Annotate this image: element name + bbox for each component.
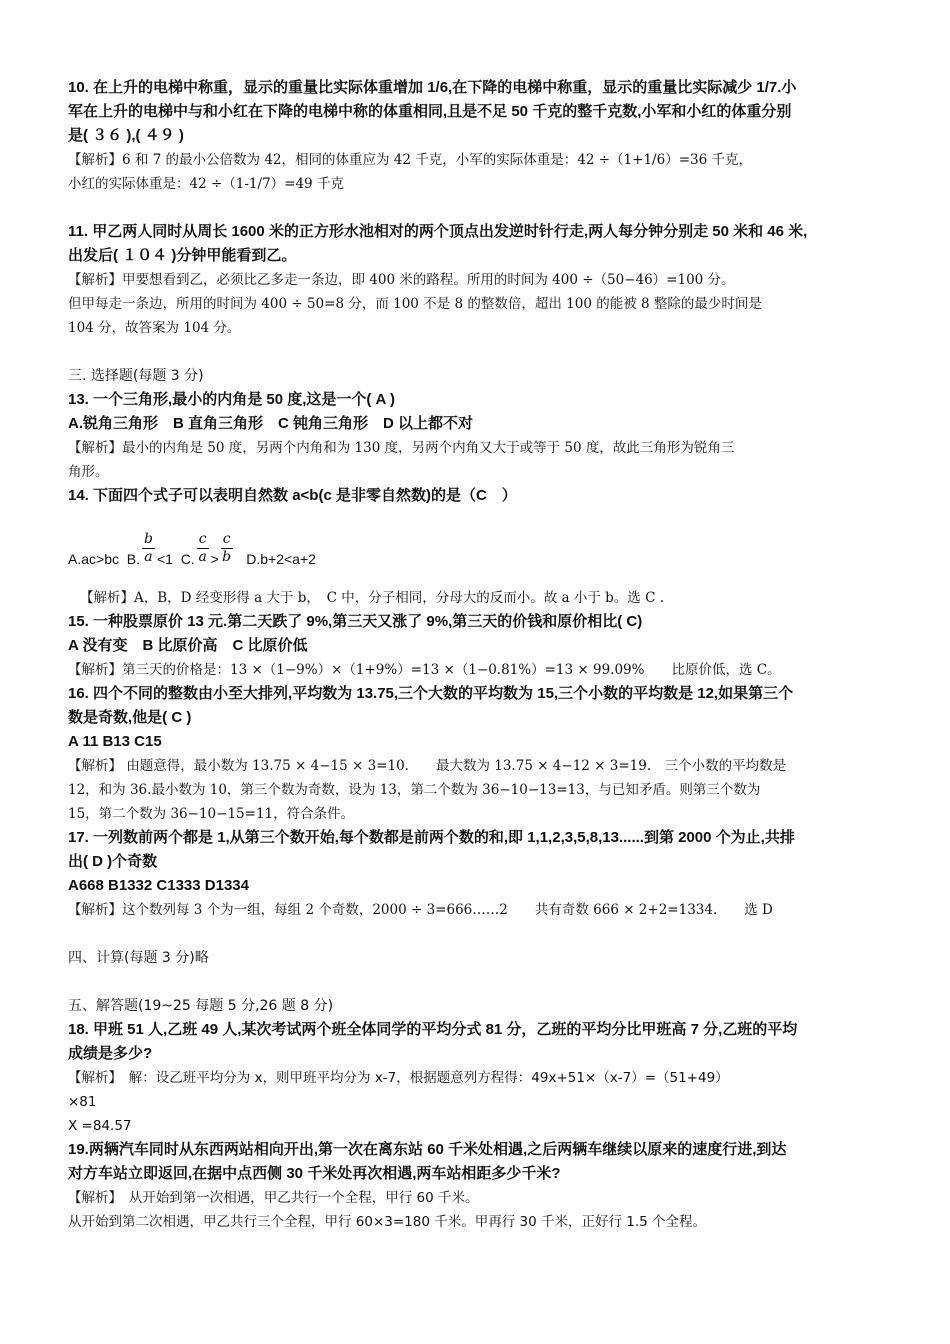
question-11-analysis-3: 104 分，故答案为 104 分。: [68, 320, 241, 336]
question-18-line-1: 18. 甲班 51 人,乙班 49 人,某次考试两个班全体同学的平均分式 81 分，乙班的平均分比甲班高 7 分,乙班的平均: [68, 1021, 798, 1038]
question-15-options: A 没有变 B 比原价高 C 比原价低: [68, 637, 308, 654]
question-13: [68, 388, 884, 484]
question-19-analysis-1: 【解析】 从开始到第一次相遇，甲乙共行一个全程，甲行 60 千米。: [68, 1190, 479, 1206]
question-17-line-1: 17. 一列数前两个都是 1,从第三个数开始,每个数都是前两个数的和,即 1,1,2,3,5,8,13......到第 2000 个为止,共排: [68, 829, 795, 846]
fraction-denominator: a: [144, 549, 153, 565]
question-19-line-1: 19.两辆汽车同时从东西两站相向开出,第一次在离东站 60 千米处相遇,之后两辆车继续以原来的速度行进,到达: [68, 1141, 787, 1158]
question-13-analysis-2: 角形。: [68, 464, 109, 480]
question-17-analysis-1: 【解析】这个数列每 3 个为一组，每组 2 个奇数，2000 ÷ 3=666……2 共有奇数 666 × 2+2=1334. 选 D: [68, 902, 773, 918]
question-13-line-1: 13. 一个三角形,最小的内角是 50 度,这是一个( A ): [68, 391, 395, 408]
question-11: [68, 220, 884, 340]
question-14: [68, 484, 884, 610]
fraction-numerator: b: [143, 531, 153, 547]
question-13-options: A.锐角三角形 B 直角三角形 C 钝角三角形 D 以上都不对: [68, 415, 474, 432]
question-16-analysis-3: 15，第二个数为 36−10−15=11，符合条件。: [68, 806, 355, 822]
question-10-line-3: 是( ３６ ),( ４９ ): [68, 127, 184, 144]
question-11-line-1: 11. 甲乙两人同时从周长 1600 米的正方形水池相对的两个顶点出发逆时针行走,两人每分钟分别走 50 米和 46 米,: [68, 223, 808, 240]
question-16-analysis-2: 12，和为 36.最小数为 10，第三个数为奇数，设为 13，第二个数为 36−10−13=13，与已知矛盾。则第三个数为: [68, 782, 761, 798]
question-18-analysis-3: X =84.57: [68, 1118, 132, 1134]
question-10-line-1: 10. 在上升的电梯中称重，显示的重量比实际体重增加 1/6,在下降的电梯中称重，显示的重量比实际减少 1/7.小: [68, 79, 797, 96]
question-18-analysis-1: 【解析】 解：设乙班平均分为 x，则甲班平均分为 x-7，根据题意列方程得：49x+51×（x-7）=（51+49）: [68, 1070, 729, 1086]
fraction-c-over-b: [221, 532, 233, 564]
question-10-line-2: 军在上升的电梯中与和小红在下降的电梯中称的体重相同,且是不足 50 千克的整千克数,小军和小红的体重分别: [68, 103, 792, 120]
question-18: [68, 1018, 884, 1138]
question-11-analysis-1: 【解析】甲要想看到乙，必须比乙多走一条边，即 400 米的路程。所用的时间为 400 ÷（50−46）=100 分。: [68, 272, 735, 288]
question-15-analysis-1: 【解析】第三天的价格是：13 ×（1−9%）×（1+9%）=13 ×（1−0.81%）=13 × 99.09% 比原价低，选 C。: [68, 662, 781, 678]
fraction-b-over-a: [142, 532, 155, 564]
question-15: [68, 610, 884, 682]
question-17: [68, 826, 884, 922]
section-4-heading: 四、计算(每题 3 分)略: [68, 950, 209, 966]
question-16-options: A 11 B13 C15: [68, 733, 162, 750]
question-15-line-1: 15. 一种股票原价 13 元.第二天跌了 9%,第三天又涨了 9%,第三天的价钱和原价相比( C): [68, 613, 643, 630]
question-17-line-2: 出( D )个奇数: [68, 853, 158, 870]
option-d-text: D.b+2<a+2: [234, 551, 316, 567]
option-c-operator: >: [210, 551, 219, 567]
question-14-options: [68, 508, 884, 570]
question-16-analysis-1: 【解析】 由题意得，最小数为 13.75 × 4−15 × 3=10. 最大数为 13.75 × 4−12 × 3=19. 三个小数的平均数是: [68, 758, 787, 774]
question-14-line-1: 14. 下面四个式子可以表明自然数 a<b(c 是非零自然数)的是（C ）: [68, 487, 517, 504]
question-14-analysis-1: 【解析】A，B，D 经变形得 a 大于 b， C 中，分子相同，分母大的反而小。故 a 小于 b。选 C .: [80, 590, 664, 606]
question-17-options: A668 B1332 C1333 D1334: [68, 877, 249, 894]
question-11-line-2: 出发后( １０４ )分钟甲能看到乙。: [68, 247, 297, 264]
document-page: [68, 76, 884, 1234]
section-3-heading: 三. 选择题(每题 3 分): [68, 368, 204, 384]
fraction-denominator: a: [198, 549, 207, 565]
question-10-analysis-1: 【解析】6 和 7 的最小公倍数为 42，相同的体重应为 42 千克，小军的实际体重是：42 ÷（1+1/6）=36 千克，: [68, 152, 752, 168]
question-19-line-2: 对方车站立即返回,在据中点西侧 30 千米处再次相遇,两车站相距多少千米?: [68, 1165, 561, 1182]
question-16-line-2: 数是奇数,他是( C ): [68, 709, 192, 726]
fraction-denominator: b: [222, 549, 232, 565]
question-19: [68, 1138, 884, 1234]
question-10: [68, 76, 884, 196]
option-b-tail: <1 C.: [156, 551, 195, 567]
question-13-analysis-1: 【解析】最小的内角是 50 度，另两个内角和为 130 度，另两个内角又大于或等于 50 度，故此三角形为锐角三: [68, 440, 735, 456]
fraction-numerator: c: [222, 531, 231, 547]
fraction-numerator: c: [198, 531, 207, 547]
question-18-analysis-2: ×81: [68, 1094, 97, 1110]
fraction-c-over-a: [197, 532, 209, 564]
question-18-line-2: 成绩是多少?: [68, 1045, 153, 1062]
question-11-analysis-2: 但甲每走一条边，所用的时间为 400 ÷ 50=8 分，而 100 不是 8 的整数倍，超出 100 的能被 8 整除的最少时间是: [68, 296, 762, 312]
question-10-analysis-2: 小红的实际体重是：42 ÷（1-1/7）=49 千克: [68, 176, 344, 192]
option-a-text: A.ac>bc B.: [68, 551, 140, 567]
question-19-analysis-2: 从开始到第二次相遇，甲乙共行三个全程，甲行 60×3=180 千米。甲再行 30 千米，正好行 1.5 个全程。: [68, 1214, 707, 1230]
section-5-heading: 五、解答题(19~25 每题 5 分,26 题 8 分): [68, 998, 334, 1014]
question-16-line-1: 16. 四个不同的整数由小至大排列,平均数为 13.75,三个大数的平均数为 15,三个小数的平均数是 12,如果第三个: [68, 685, 794, 702]
question-16: [68, 682, 884, 826]
